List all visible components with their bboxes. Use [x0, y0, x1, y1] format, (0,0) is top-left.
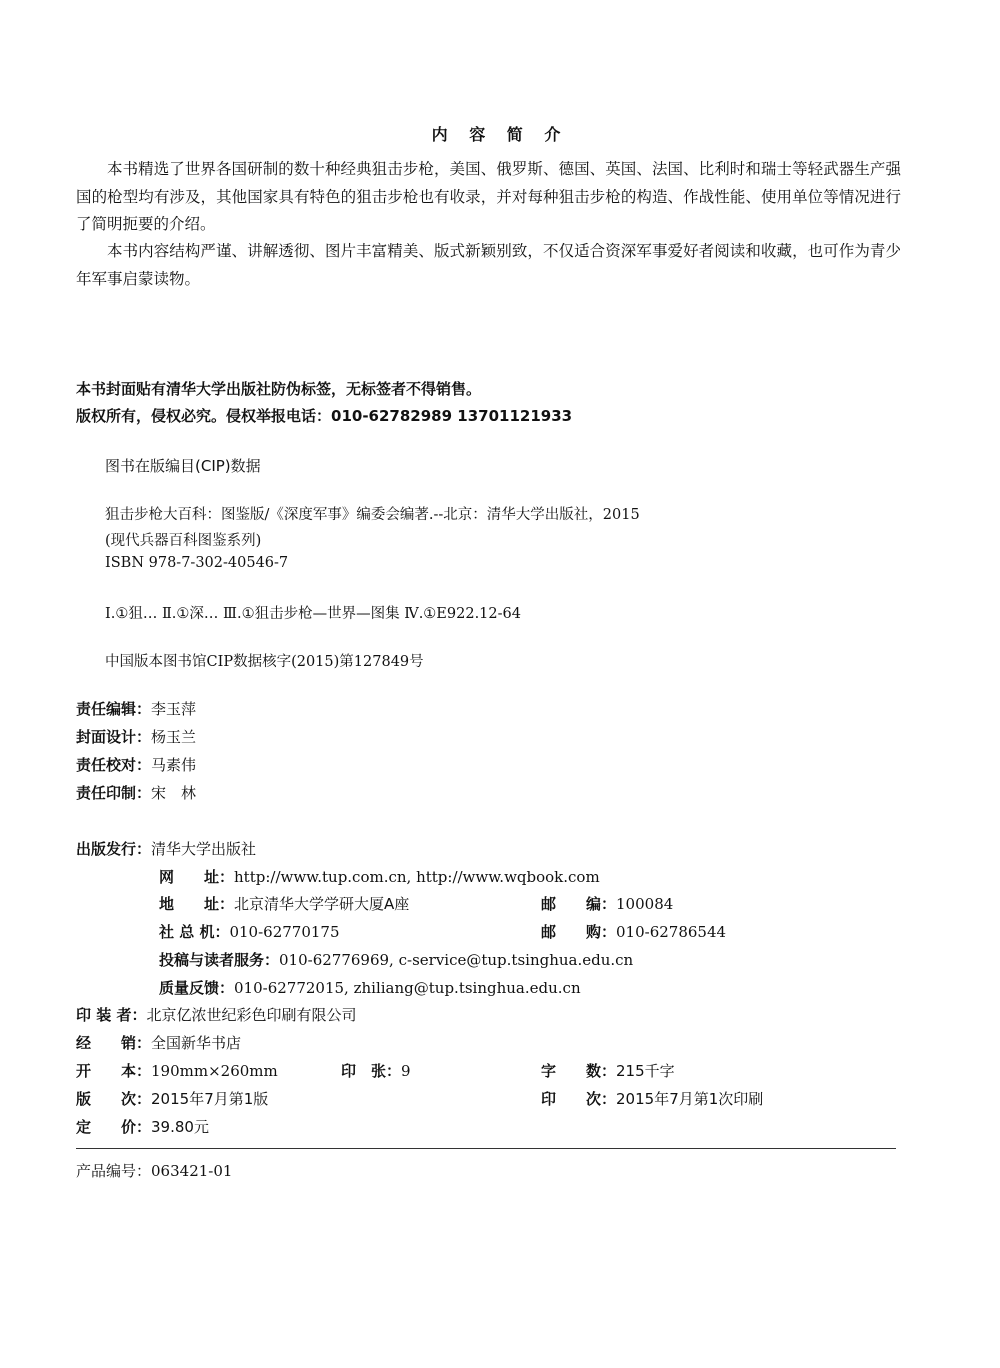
product-code-value: 063421-01 [151, 1162, 233, 1180]
switchboard-value: 010-62770175 [229, 923, 340, 941]
staff-cover-design [76, 726, 196, 747]
quality-feedback-row [159, 977, 581, 998]
publisher-value: 清华大学出版社 [151, 840, 257, 858]
edition-value: 2015年7月第1版 [151, 1090, 269, 1108]
mail-order-row [541, 921, 726, 942]
printer-label: 印 装 者： [76, 1006, 147, 1024]
reader-service-row [159, 949, 633, 970]
cip-isbn: ISBN 978-7-302-40546-7 [105, 555, 289, 571]
summary-paragraph-2: 本书内容结构严谨、讲解透彻、图片丰富精美、版式新颖别致，不仅适合资深军事爱好者阅读和收藏，也可作为青少年军事启蒙读物。 [76, 242, 901, 288]
word-count-row [541, 1060, 675, 1081]
distributor-value: 全国新华书店 [151, 1034, 242, 1052]
word-count-label: 字 数： [541, 1062, 617, 1080]
staff-print-manager [76, 782, 196, 803]
staff-label: 责任校对： [76, 756, 152, 774]
address-value: 北京清华大学学研大厦A座 [234, 895, 410, 913]
zip-row [541, 893, 673, 914]
staff-value: 杨玉兰 [151, 728, 197, 746]
summary-paragraph-1: 本书精选了世界各国研制的数十种经典狙击步枪，美国、俄罗斯、德国、英国、法国、比利时和瑞士等轻武器生产强国的枪型均有涉及，其他国家具有特色的狙击步枪也有收录，并对每种狙击步枪的构造、作战性能、使用单位等情况进行了简明扼要的介绍。 [76, 160, 901, 233]
reader-service-label: 投稿与读者服务： [159, 951, 280, 969]
format-value: 190mm×260mm [151, 1062, 278, 1080]
product-code-label: 产品编号： [76, 1162, 152, 1180]
zip-value: 100084 [616, 895, 674, 913]
address-row [159, 893, 409, 914]
quality-feedback-value: 010-62772015, zhiliang@tup.tsinghua.edu.cn [234, 979, 581, 997]
summary-heading: 内 容 简 介 [431, 125, 569, 144]
cip-record-number: 中国版本图书馆CIP数据核字(2015)第127849号 [105, 654, 424, 670]
divider-line [76, 1148, 896, 1149]
cip-classification: Ⅰ.①狙… Ⅱ.①深… Ⅲ.①狙击步枪—世界—图集 Ⅳ.①E922.12-64 [105, 606, 521, 622]
edition-row [76, 1088, 268, 1109]
format-row [76, 1060, 278, 1081]
edition-label: 版 次： [76, 1090, 152, 1108]
staff-value: 李玉萍 [151, 700, 197, 718]
staff-editor [76, 698, 196, 719]
printing-value: 2015年7月第1次印刷 [616, 1090, 764, 1108]
switchboard-label: 社 总 机： [159, 923, 230, 941]
web-label: 网 址： [159, 868, 235, 886]
printing-row [541, 1088, 763, 1109]
product-code-row [76, 1160, 232, 1181]
printing-label: 印 次： [541, 1090, 617, 1108]
price-row [76, 1116, 209, 1137]
quality-feedback-label: 质量反馈： [159, 979, 235, 997]
format-label: 开 本： [76, 1062, 152, 1080]
staff-label: 责任印制： [76, 784, 152, 802]
staff-label: 封面设计： [76, 728, 152, 746]
web-value: http://www.tup.com.cn, http://www.wqbook.com [234, 868, 600, 886]
web-row [159, 866, 600, 887]
cip-line-1: 狙击步枪大百科：图鉴版/《深度军事》编委会编著.--北京：清华大学出版社，2015 [105, 507, 640, 523]
sheets-value: 9 [401, 1062, 411, 1080]
mail-order-value: 010-62786544 [616, 923, 727, 941]
word-count-value: 215千字 [616, 1062, 675, 1080]
cip-line-2: (现代兵器百科图鉴系列) [105, 533, 262, 549]
zip-label: 邮 编： [541, 895, 617, 913]
staff-value: 宋 林 [151, 784, 197, 802]
publisher-row [76, 838, 256, 859]
copyright-notice: 版权所有，侵权必究。侵权举报电话：010-62782989 13701121933 [76, 407, 573, 425]
distributor-row [76, 1032, 241, 1053]
cip-title: 图书在版编目(CIP)数据 [105, 457, 261, 475]
sheets-label: 印 张： [341, 1062, 402, 1080]
price-value: 39.80元 [151, 1118, 209, 1136]
switchboard-row [159, 921, 340, 942]
publisher-label: 出版发行： [76, 840, 152, 858]
reader-service-value: 010-62776969, c-service@tup.tsinghua.edu.cn [279, 951, 634, 969]
printer-row [76, 1004, 356, 1025]
anti-counterfeit-notice: 本书封面贴有清华大学出版社防伪标签，无标签者不得销售。 [76, 380, 482, 398]
price-label: 定 价： [76, 1118, 152, 1136]
staff-label: 责任编辑： [76, 700, 152, 718]
staff-value: 马素伟 [151, 756, 197, 774]
mail-order-label: 邮 购： [541, 923, 617, 941]
address-label: 地 址： [159, 895, 235, 913]
printer-value: 北京亿浓世纪彩色印刷有限公司 [146, 1006, 357, 1024]
distributor-label: 经 销： [76, 1034, 152, 1052]
staff-proofreader [76, 754, 196, 775]
sheets-row [341, 1060, 411, 1081]
